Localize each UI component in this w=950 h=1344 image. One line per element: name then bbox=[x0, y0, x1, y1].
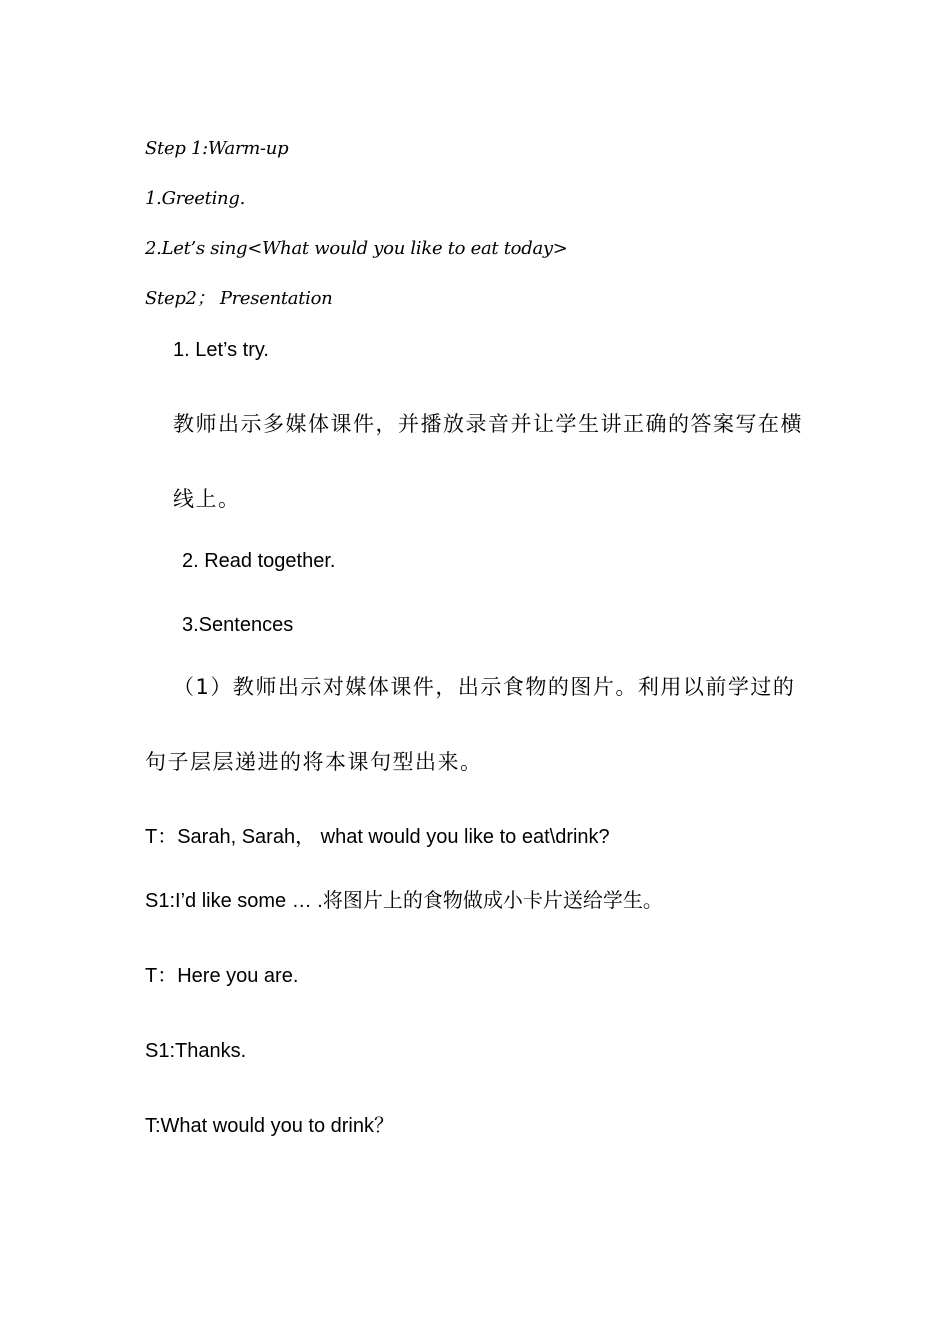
dialogue-line: T:What would you to drink？ bbox=[145, 1115, 394, 1137]
sentences-description-line1: （1）教师出示对媒体课件，出示食物的图片。利用以前学过的 bbox=[173, 675, 796, 699]
step1-heading: Step 1:Warm-up bbox=[145, 138, 289, 159]
dialogue-line: T：Sarah, Sarah， what would you like to eat\drink? bbox=[145, 826, 610, 848]
lets-sing-item: 2.Let’s sing<What would you like to eat today> bbox=[145, 238, 568, 259]
sentences-item: 3.Sentences bbox=[182, 614, 294, 636]
dialogue-line: T：Here you are. bbox=[145, 965, 299, 987]
dialogue-line: S1:Thanks. bbox=[145, 1040, 247, 1062]
dialogue-line: S1:I’d like some … .将图片上的食物做成小卡片送给学生。 bbox=[145, 890, 663, 912]
lets-try-description-line2: 线上。 bbox=[173, 487, 241, 511]
lets-try-item: 1. Let’s try. bbox=[173, 339, 269, 361]
lets-try-description-line1: 教师出示多媒体课件，并播放录音并让学生讲正确的答案写在横 bbox=[173, 412, 803, 436]
read-together-item: 2. Read together. bbox=[182, 550, 336, 572]
step2-heading: Step2； Presentation bbox=[145, 288, 333, 309]
sentences-description-line2: 句子层层递进的将本课句型出来。 bbox=[145, 750, 483, 774]
greeting-item: 1.Greeting. bbox=[145, 188, 245, 209]
